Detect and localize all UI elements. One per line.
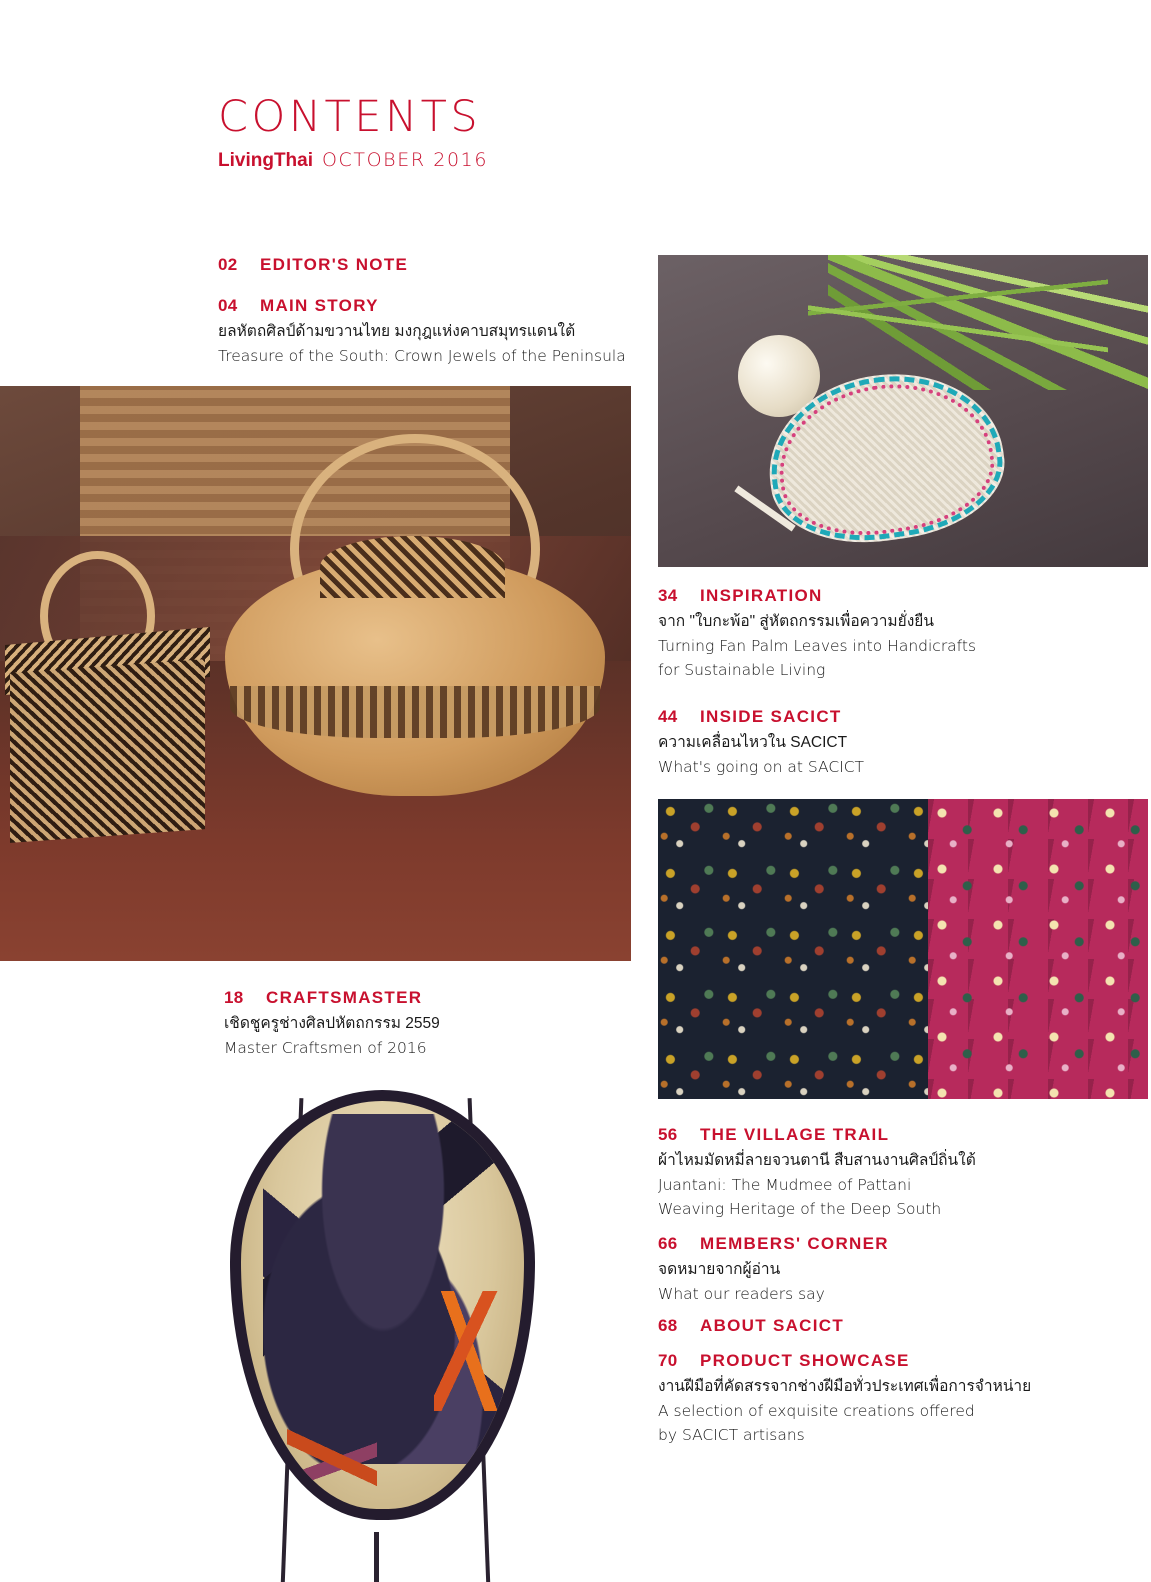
toc-subtitle-english-line1: A selection of exquisite creations offered xyxy=(658,1401,975,1420)
toc-entry-heading xyxy=(658,586,1128,606)
toc-page-number: 04 xyxy=(218,296,238,315)
toc-subtitle-thai: ยลหัตถศิลป์ด้ามขวานไทย มงกุฎแห่งคาบสมุทรแดนใต้ xyxy=(218,323,576,340)
box-basket-body xyxy=(10,659,205,843)
toc-subtitle-english: What's going on at SACICT xyxy=(658,757,865,776)
basket-pattern-band xyxy=(230,686,600,738)
toc-entry-heading xyxy=(658,707,1128,727)
toc-entry-heading xyxy=(658,1125,1128,1145)
issue-date: OCTOBER 2016 xyxy=(322,149,489,171)
toc-section-label: ABOUT SACICT xyxy=(700,1316,845,1335)
toc-subtitle-thai: เชิดชูครูช่างศิลปหัตถกรรม 2559 xyxy=(224,1015,440,1032)
toc-entry-heading xyxy=(658,1316,1128,1336)
toc-entry-members-corner[interactable] xyxy=(658,1234,1128,1305)
toc-subtitle-thai: จดหมายจากผู้อ่าน xyxy=(658,1261,781,1278)
toc-section-label: EDITOR'S NOTE xyxy=(260,255,409,274)
toc-subtitle-english-line2: by SACICT artisans xyxy=(658,1426,805,1445)
masthead-subtitle xyxy=(218,149,488,172)
dark-patterned-silk xyxy=(658,799,928,1099)
toc-section-label: MAIN STORY xyxy=(260,296,379,315)
toc-subtitle-english: Treasure of the South: Crown Jewels of the Peninsula xyxy=(218,346,626,365)
toc-subtitle-english-line2: Weaving Heritage of the Deep South xyxy=(658,1200,942,1219)
shadow-puppet-photo xyxy=(150,1070,620,1582)
toc-page-number: 02 xyxy=(218,255,238,274)
palm-leaf-fan-photo xyxy=(658,255,1148,567)
toc-entry-heading xyxy=(658,1234,1128,1254)
puppet-stand xyxy=(374,1532,379,1582)
toc-section-label: PRODUCT SHOWCASE xyxy=(700,1351,910,1370)
toc-page-number: 18 xyxy=(224,988,244,1007)
toc-subtitle-thai: งานฝีมือที่คัดสรรจากช่างฝีมือทั่วประเทศเพื่อการจำหน่าย xyxy=(658,1378,1032,1395)
toc-entry-inside-sacict[interactable] xyxy=(658,707,1128,778)
toc-entry-craftsmaster[interactable] xyxy=(224,988,624,1059)
toc-entry-inspiration[interactable] xyxy=(658,586,1128,682)
mudmee-silk-photo xyxy=(658,799,1148,1099)
toc-entry-heading xyxy=(224,988,624,1008)
puppet-leather-panel xyxy=(230,1090,535,1520)
woven-basket-photo xyxy=(0,386,631,961)
toc-subtitle-english-line1: Turning Fan Palm Leaves into Handicrafts xyxy=(658,636,977,655)
brand-name: LivingThai xyxy=(218,150,313,171)
toc-page-number: 70 xyxy=(658,1351,678,1370)
toc-subtitle-english-line2: for Sustainable Living xyxy=(658,661,826,680)
toc-section-label: INSPIRATION xyxy=(700,586,823,605)
toc-page-number: 68 xyxy=(658,1316,678,1335)
toc-section-label: MEMBERS' CORNER xyxy=(700,1234,889,1253)
toc-entry-editors-note[interactable] xyxy=(218,255,648,275)
toc-entry-about-sacict[interactable] xyxy=(658,1316,1128,1336)
puppet-orange-accent xyxy=(434,1291,500,1411)
toc-entry-heading xyxy=(218,255,648,275)
toc-page-number: 66 xyxy=(658,1234,678,1253)
toc-entry-main-story[interactable] xyxy=(218,296,658,367)
palm-leaves-secondary xyxy=(808,255,1108,375)
toc-entry-heading xyxy=(218,296,658,316)
pink-patterned-silk xyxy=(928,799,1149,1099)
toc-section-label: CRAFTSMASTER xyxy=(266,988,423,1007)
masthead xyxy=(218,92,489,172)
puppet-red-accent xyxy=(287,1401,377,1511)
toc-entry-heading xyxy=(658,1351,1128,1371)
page-title: CONTENTS xyxy=(218,92,482,142)
basket-lid xyxy=(320,536,505,598)
toc-subtitle-english-line1: Juantani: The Mudmee of Pattani xyxy=(658,1175,912,1194)
toc-page-number: 44 xyxy=(658,707,678,726)
toc-entry-village-trail[interactable] xyxy=(658,1125,1128,1221)
toc-entry-product-showcase[interactable] xyxy=(658,1351,1128,1447)
toc-subtitle-thai: ผ้าไหมมัดหมี่ลายจวนตานี สืบสานงานศิลป์ถิ่นใต้ xyxy=(658,1152,976,1169)
toc-subtitle-thai: ความเคลื่อนไหวใน SACICT xyxy=(658,734,848,751)
toc-page-number: 56 xyxy=(658,1125,678,1144)
toc-section-label: INSIDE SACICT xyxy=(700,707,842,726)
toc-subtitle-english: What our readers say xyxy=(658,1284,825,1303)
toc-subtitle-english: Master Craftsmen of 2016 xyxy=(224,1038,427,1057)
toc-section-label: THE VILLAGE TRAIL xyxy=(700,1125,890,1144)
toc-page-number: 34 xyxy=(658,586,678,605)
toc-subtitle-thai: จาก "ใบกะพ้อ" สู่หัตถกรรมเพื่อความยั่งยืน xyxy=(658,613,934,630)
